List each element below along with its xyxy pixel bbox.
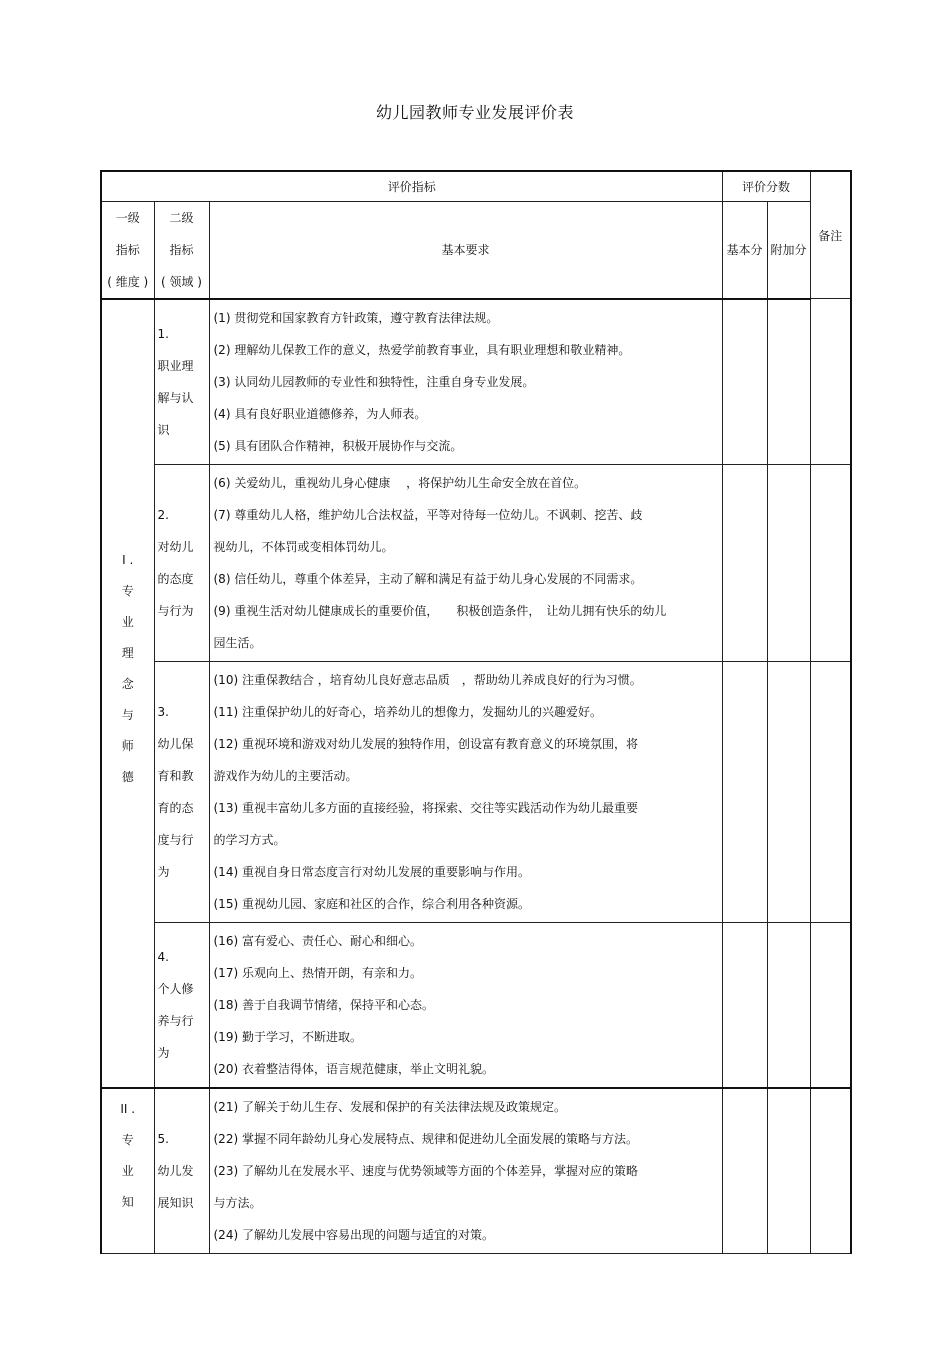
header-indicators: 评价指标 [101, 171, 722, 201]
remark-cell[interactable] [810, 1088, 851, 1254]
domain-2-requirements: (6) 关爱幼儿，重视幼儿身心健康 ，将保护幼儿生命安全放在首位。 (7) 尊重幼儿人格，维护幼儿合法权益，平等对待每一位幼儿。不讽刺、挖苦、歧 视幼儿，不体罚或变相体罚幼儿。 (8) 信任幼儿，尊重个体差异，主动了解和满足有益于幼儿身心发展的不同需求。 (9) 重视生活对幼儿健康成长的重要价值， 积极创造条件， 让幼儿拥有快乐的幼儿 园生活。 [209, 464, 722, 661]
domain-5-label: 5. 幼儿发 展知识 [154, 1088, 209, 1254]
base-score-cell[interactable] [722, 661, 767, 922]
bonus-score-cell[interactable] [767, 464, 810, 661]
domain-1-requirements: (1) 贯彻党和国家教育方针政策，遵守教育法律法规。 (2) 理解幼儿保教工作的意义，热爱学前教育事业，具有职业理想和敬业精神。 (3) 认同幼儿园教师的专业性和独特性，注重自身专业发展。 (4) 具有良好职业道德修养，为人师表。 (5) 具有团队合作精神，积极开展协作与交流。 [209, 299, 722, 465]
bonus-score-cell[interactable] [767, 299, 810, 465]
domain-3-label: 3. 幼儿保 育和教 育的态 度与行 为 [154, 661, 209, 922]
remark-cell[interactable] [810, 464, 851, 661]
header-level2: 二级 指标 ( 领域 ) [154, 201, 209, 299]
remark-cell[interactable] [810, 661, 851, 922]
base-score-cell[interactable] [722, 464, 767, 661]
base-score-cell[interactable] [722, 1088, 767, 1254]
bonus-score-cell[interactable] [767, 661, 810, 922]
base-score-cell[interactable] [722, 299, 767, 465]
bonus-score-cell[interactable] [767, 1088, 810, 1254]
remark-cell[interactable] [810, 922, 851, 1088]
domain-2-label: 2. 对幼儿 的态度 与行为 [154, 464, 209, 661]
header-scores: 评价分数 [722, 171, 810, 201]
domain-5-requirements: (21) 了解关于幼儿生存、发展和保护的有关法律法规及政策规定。 (22) 掌握不同年龄幼儿身心发展特点、规律和促进幼儿全面发展的策略与方法。 (23) 了解幼儿在发展水平、速度与优势领域等方面的个体差异，掌握对应的策略 与方法。 (24) 了解幼儿发展中容易出现的问题与适宜的对策。 [209, 1088, 722, 1254]
dimension-1-label: I . 专 业 理 念 与 师 德 [101, 299, 154, 1088]
header-level1: 一级 指标 ( 维度 ) [101, 201, 154, 299]
domain-4-requirements: (16) 富有爱心、责任心、耐心和细心。 (17) 乐观向上、热情开朗，有亲和力。 (18) 善于自我调节情绪，保持平和心态。 (19) 勤于学习，不断进取。 (20) 衣着整洁得体，语言规范健康，举止文明礼貌。 [209, 922, 722, 1088]
header-remark: 备注 [810, 171, 851, 299]
domain-3-requirements: (10) 注重保教结合 ，培育幼儿良好意志品质 ，帮助幼儿养成良好的行为习惯。 (11) 注重保护幼儿的好奇心，培养幼儿的想像力，发掘幼儿的兴趣爱好。 (12) 重视环境和游戏对幼儿发展的独特作用，创设富有教育意义的环境氛围，将 游戏作为幼儿的主要活动。 (13) 重视丰富幼儿多方面的直接经验，将探索、交往等实践活动作为幼儿最重要 的学习方式。 (14) 重视自身日常态度言行对幼儿发展的重要影响与作用。 (15) 重视幼儿园、家庭和社区的合作，综合利用各种资源。 [209, 661, 722, 922]
evaluation-table [100, 170, 852, 1254]
remark-cell[interactable] [810, 299, 851, 465]
domain-4-label: 4. 个人修 养与行 为 [154, 922, 209, 1088]
header-requirement: 基本要求 [209, 201, 722, 299]
domain-1-label: 1. 职业理 解与认 识 [154, 299, 209, 465]
base-score-cell[interactable] [722, 922, 767, 1088]
dimension-2-label: II . 专 业 知 [101, 1088, 154, 1254]
header-base-score: 基本分 [722, 201, 767, 299]
bonus-score-cell[interactable] [767, 922, 810, 1088]
header-bonus-score: 附加分 [767, 201, 810, 299]
page-title: 幼儿园教师专业发展评价表 [375, 103, 574, 122]
